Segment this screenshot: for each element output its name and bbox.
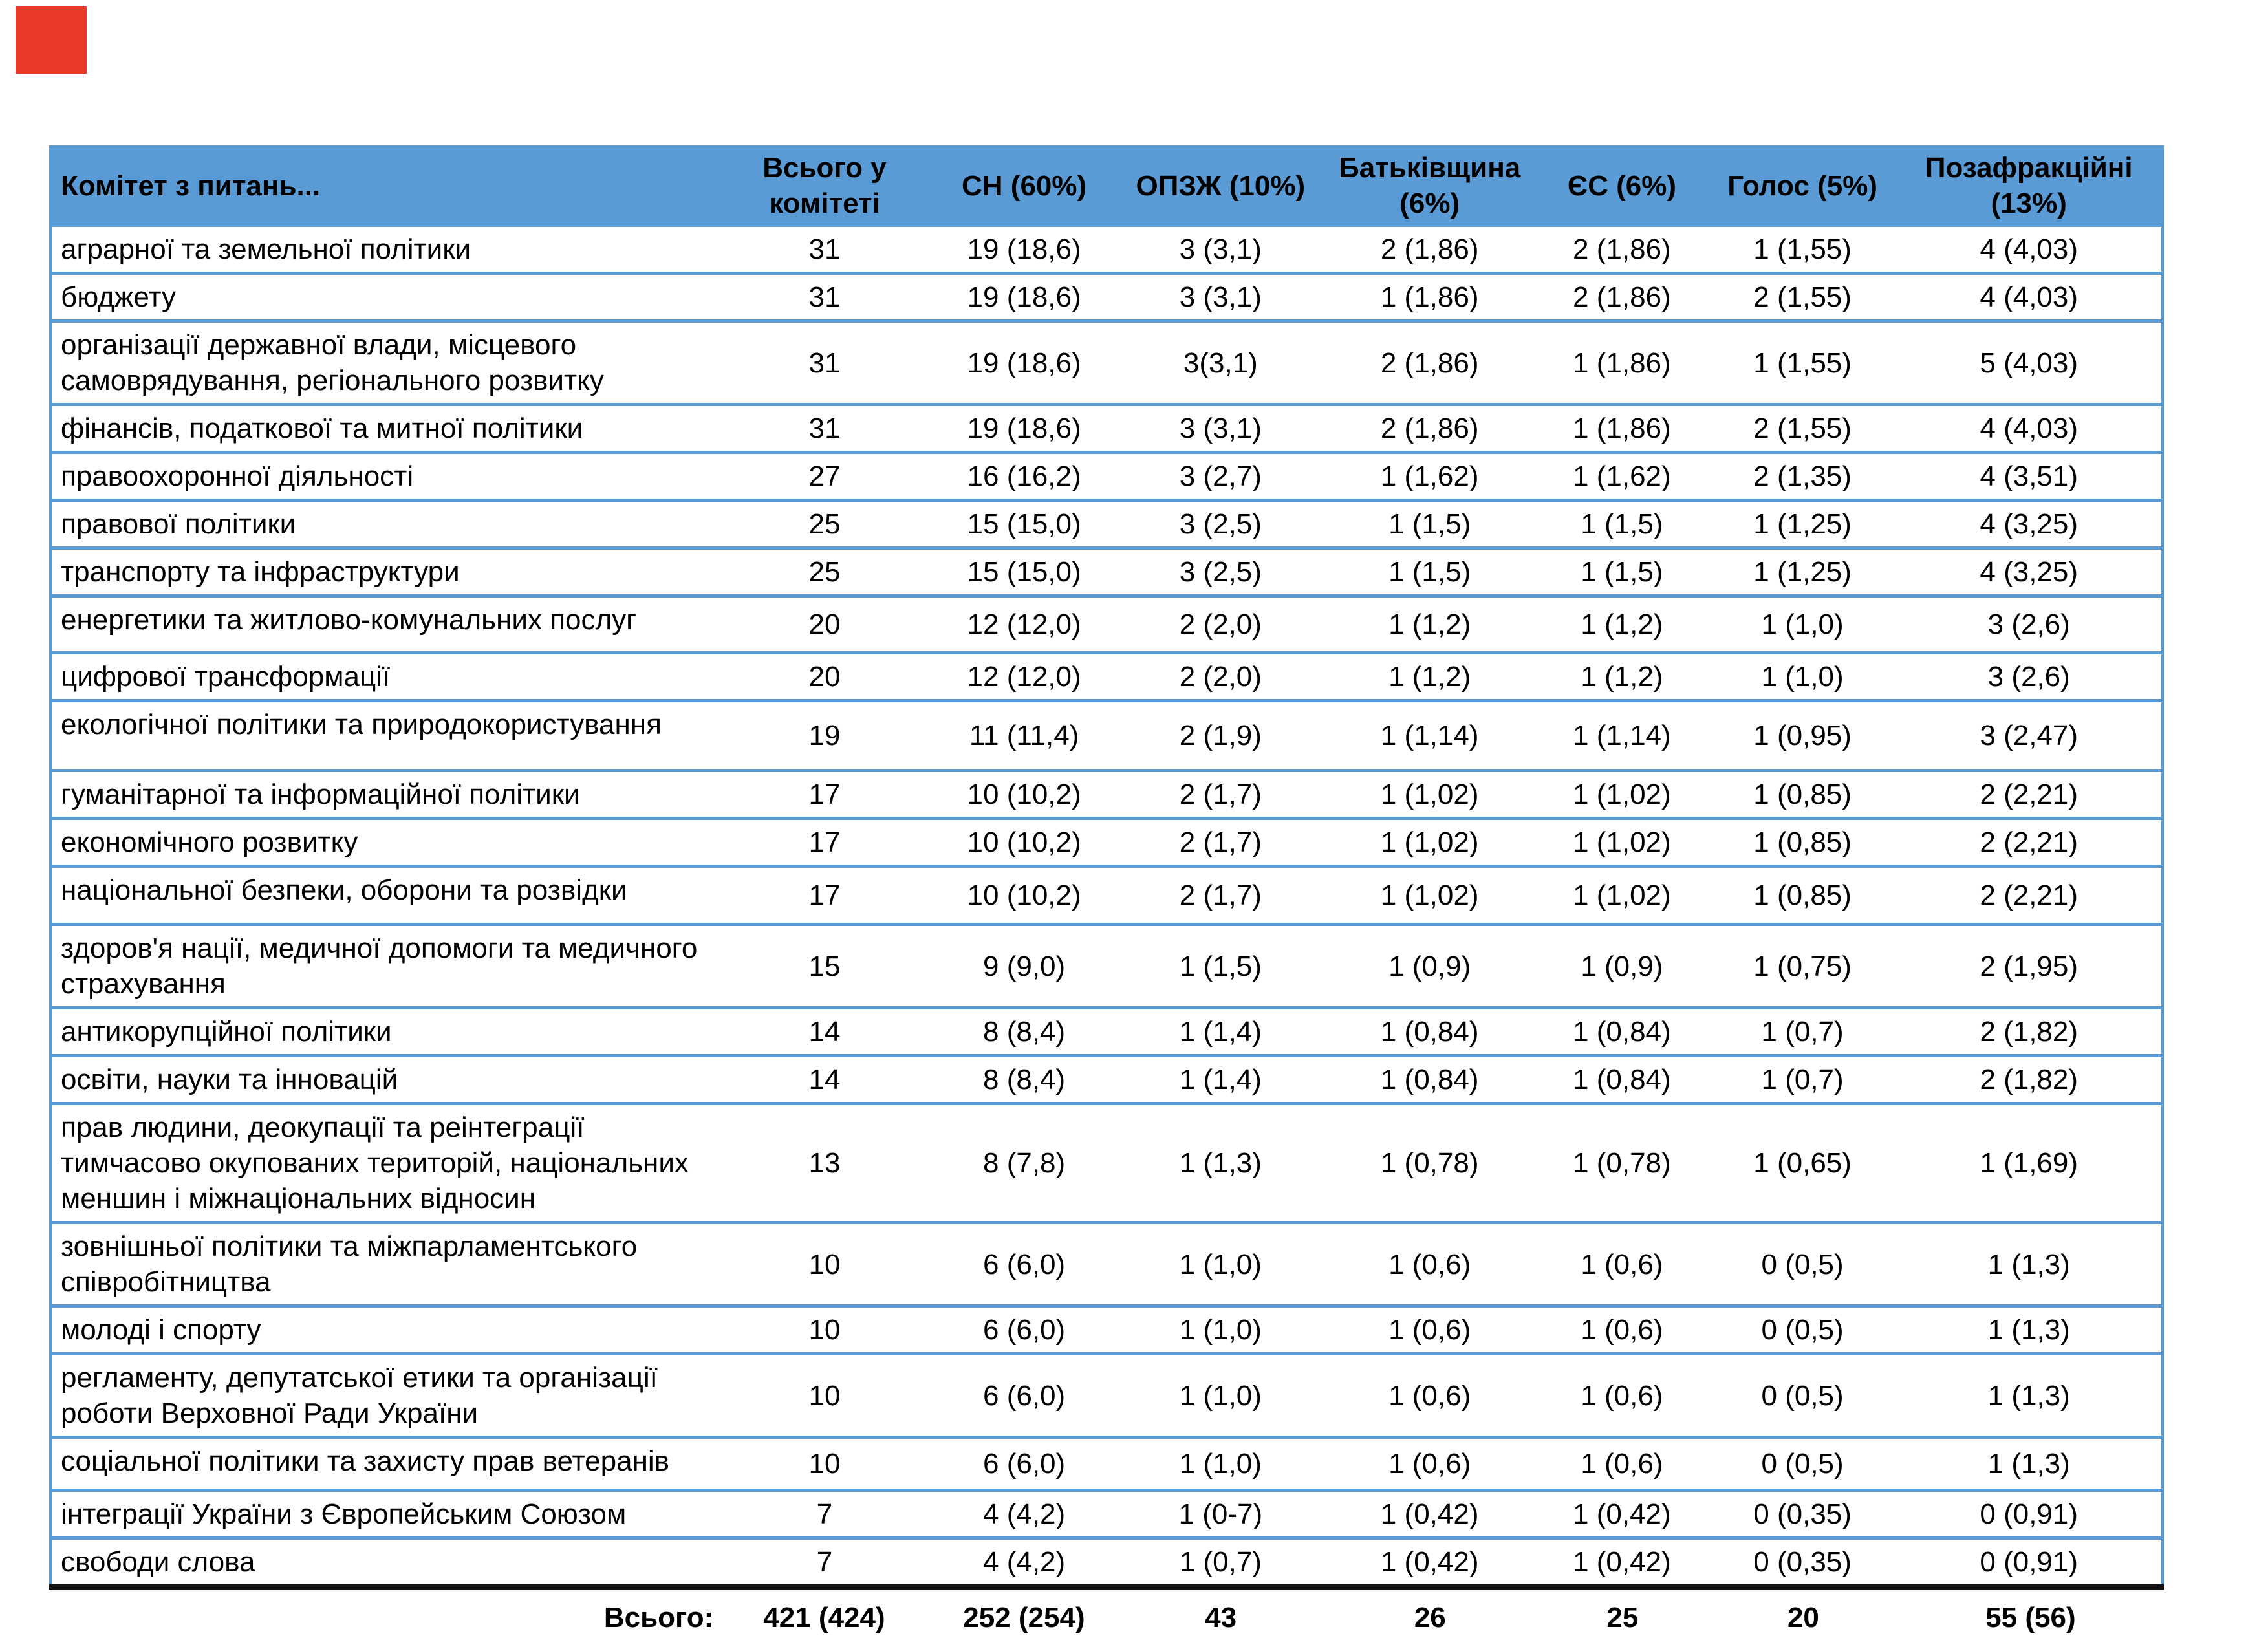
table-row <box>50 771 2163 819</box>
value-cell: 1 (1,02) <box>1535 819 1709 867</box>
committee-name-cell: правової політики <box>50 501 718 548</box>
value-cell: 1 (0,9) <box>1535 925 1709 1008</box>
value-cell: 1 (1,02) <box>1324 867 1535 925</box>
value-cell: 20 <box>718 653 931 701</box>
value-cell: 3 (3,1) <box>1117 274 1324 321</box>
value-cell: 2 (1,35) <box>1709 453 1897 501</box>
value-cell: 2 (1,95) <box>1896 925 2163 1008</box>
totals-row <box>49 1591 2164 1638</box>
table-row <box>50 1306 2163 1354</box>
value-cell: 17 <box>718 771 931 819</box>
value-cell: 0 (0,5) <box>1709 1306 1897 1354</box>
value-cell: 10 <box>718 1354 931 1438</box>
table-row <box>50 274 2163 321</box>
value-cell: 1 (0,84) <box>1535 1056 1709 1104</box>
committee-name-cell: аграрної та земельної політики <box>50 226 718 274</box>
table-row <box>50 925 2163 1008</box>
value-cell: 0 (0,35) <box>1709 1538 1897 1588</box>
value-cell: 1 (1,62) <box>1324 453 1535 501</box>
committee-name-cell: свободи слова <box>50 1538 718 1588</box>
value-cell: 12 (12,0) <box>931 653 1117 701</box>
value-cell: 1 (0-7) <box>1117 1491 1324 1538</box>
value-cell: 3 (2,5) <box>1117 501 1324 548</box>
value-cell: 1 (1,25) <box>1709 501 1897 548</box>
value-cell: 1 (1,2) <box>1324 653 1535 701</box>
value-cell: 6 (6,0) <box>931 1354 1117 1438</box>
value-cell: 0 (0,5) <box>1709 1438 1897 1491</box>
value-cell: 1 (1,4) <box>1117 1008 1324 1056</box>
value-cell: 5 (4,03) <box>1896 321 2163 405</box>
table-row <box>50 226 2163 274</box>
table-row <box>50 1491 2163 1538</box>
column-header-batkivshchyna: Батьківщина (6%) <box>1324 147 1535 226</box>
value-cell: 1 (1,02) <box>1535 867 1709 925</box>
committee-name-cell: економічного розвитку <box>50 819 718 867</box>
value-cell: 25 <box>718 548 931 596</box>
value-cell: 4 (3,25) <box>1896 548 2163 596</box>
value-cell: 1 (1,5) <box>1535 501 1709 548</box>
value-cell: 3 (2,5) <box>1117 548 1324 596</box>
value-cell: 1 (1,55) <box>1709 321 1897 405</box>
table-row <box>50 1056 2163 1104</box>
value-cell: 1 (1,62) <box>1535 453 1709 501</box>
table-row <box>50 1354 2163 1438</box>
value-cell: 10 (10,2) <box>931 819 1117 867</box>
value-cell: 4 (4,03) <box>1896 226 2163 274</box>
value-cell: 1 (0,42) <box>1535 1491 1709 1538</box>
value-cell: 14 <box>718 1056 931 1104</box>
value-cell: 1 (0,65) <box>1709 1104 1897 1223</box>
committee-name-cell: регламенту, депутатської етики та організації роботи Верховної Ради України <box>50 1354 718 1438</box>
value-cell: 9 (9,0) <box>931 925 1117 1008</box>
committee-name-cell: освіти, науки та інновацій <box>50 1056 718 1104</box>
table-row <box>50 819 2163 867</box>
value-cell: 1 (1,5) <box>1117 925 1324 1008</box>
value-cell: 1 (1,0) <box>1117 1223 1324 1306</box>
value-cell: 16 (16,2) <box>931 453 1117 501</box>
table-row <box>50 321 2163 405</box>
column-header-committee: Комітет з питань... <box>50 147 718 226</box>
value-cell: 1 (1,4) <box>1117 1056 1324 1104</box>
column-header-es: ЄС (6%) <box>1535 147 1709 226</box>
totals-total: 421 (424) <box>763 1602 885 1633</box>
value-cell: 3 (2,6) <box>1896 596 2163 653</box>
committees-table <box>49 145 2164 1638</box>
column-header-pozafraktsiini: Позафракційні (13%) <box>1896 147 2163 226</box>
table-row <box>50 1008 2163 1056</box>
value-cell: 10 (10,2) <box>931 867 1117 925</box>
value-cell: 1 (0,6) <box>1324 1223 1535 1306</box>
header-row <box>50 147 2163 226</box>
value-cell: 1 (1,3) <box>1896 1306 2163 1354</box>
value-cell: 2 (1,9) <box>1117 701 1324 771</box>
value-cell: 2 (2,0) <box>1117 596 1324 653</box>
committee-name-cell: фінансів, податкової та митної політики <box>50 405 718 453</box>
value-cell: 1 (1,3) <box>1896 1223 2163 1306</box>
value-cell: 3(3,1) <box>1117 321 1324 405</box>
value-cell: 2 (1,86) <box>1535 226 1709 274</box>
committee-name-cell: організації державної влади, місцевого самоврядування, регіонального розвитку <box>50 321 718 405</box>
value-cell: 1 (0,6) <box>1324 1438 1535 1491</box>
committee-name-cell: соціальної політики та захисту прав ветеранів <box>50 1438 718 1491</box>
value-cell: 3 (2,6) <box>1896 653 2163 701</box>
value-cell: 1 (1,0) <box>1117 1306 1324 1354</box>
value-cell: 1 (1,2) <box>1535 653 1709 701</box>
value-cell: 1 (1,02) <box>1535 771 1709 819</box>
totals-holos: 20 <box>1787 1602 1819 1633</box>
value-cell: 2 (1,86) <box>1324 321 1535 405</box>
value-cell: 19 (18,6) <box>931 274 1117 321</box>
value-cell: 4 (4,2) <box>931 1491 1117 1538</box>
value-cell: 1 (1,0) <box>1117 1354 1324 1438</box>
value-cell: 1 (0,6) <box>1535 1354 1709 1438</box>
value-cell: 1 (1,3) <box>1896 1438 2163 1491</box>
table-row <box>50 1438 2163 1491</box>
value-cell: 1 (0,78) <box>1535 1104 1709 1223</box>
value-cell: 1 (1,69) <box>1896 1104 2163 1223</box>
committee-name-cell: антикорупційної політики <box>50 1008 718 1056</box>
value-cell: 1 (1,55) <box>1709 226 1897 274</box>
value-cell: 31 <box>718 321 931 405</box>
committee-name-cell: цифрової трансформації <box>50 653 718 701</box>
value-cell: 2 (1,7) <box>1117 819 1324 867</box>
table-row <box>50 596 2163 653</box>
totals-es: 25 <box>1606 1602 1639 1633</box>
value-cell: 0 (0,35) <box>1709 1491 1897 1538</box>
value-cell: 1 (1,2) <box>1324 596 1535 653</box>
value-cell: 1 (0,6) <box>1535 1306 1709 1354</box>
value-cell: 1 (0,6) <box>1535 1438 1709 1491</box>
value-cell: 2 (1,86) <box>1324 405 1535 453</box>
value-cell: 2 (1,86) <box>1324 226 1535 274</box>
committee-name-cell: екологічної політики та природокористування <box>50 701 718 771</box>
value-cell: 0 (0,5) <box>1709 1354 1897 1438</box>
value-cell: 10 (10,2) <box>931 771 1117 819</box>
value-cell: 6 (6,0) <box>931 1306 1117 1354</box>
column-header-sn: СН (60%) <box>931 147 1117 226</box>
value-cell: 0 (0,5) <box>1709 1223 1897 1306</box>
value-cell: 1 (1,14) <box>1324 701 1535 771</box>
committee-name-cell: гуманітарної та інформаційної політики <box>50 771 718 819</box>
value-cell: 10 <box>718 1306 931 1354</box>
value-cell: 4 (3,51) <box>1896 453 2163 501</box>
value-cell: 1 (0,84) <box>1324 1056 1535 1104</box>
value-cell: 31 <box>718 405 931 453</box>
value-cell: 2 (1,55) <box>1709 405 1897 453</box>
value-cell: 4 (4,03) <box>1896 405 2163 453</box>
committee-name-cell: національної безпеки, оборони та розвідки <box>50 867 718 925</box>
committee-name-cell: бюджету <box>50 274 718 321</box>
value-cell: 19 (18,6) <box>931 405 1117 453</box>
value-cell: 15 (15,0) <box>931 548 1117 596</box>
column-header-total: Всього у комітеті <box>718 147 931 226</box>
value-cell: 4 (3,25) <box>1896 501 2163 548</box>
value-cell: 4 (4,03) <box>1896 274 2163 321</box>
value-cell: 3 (2,7) <box>1117 453 1324 501</box>
value-cell: 2 (1,55) <box>1709 274 1897 321</box>
value-cell: 25 <box>718 501 931 548</box>
table-row <box>50 1104 2163 1223</box>
value-cell: 1 (1,86) <box>1535 405 1709 453</box>
value-cell: 19 (18,6) <box>931 226 1117 274</box>
value-cell: 2 (1,7) <box>1117 771 1324 819</box>
value-cell: 1 (1,2) <box>1535 596 1709 653</box>
value-cell: 12 (12,0) <box>931 596 1117 653</box>
value-cell: 31 <box>718 274 931 321</box>
value-cell: 1 (0,95) <box>1709 701 1897 771</box>
value-cell: 31 <box>718 226 931 274</box>
table-row <box>50 1223 2163 1306</box>
value-cell: 3 (3,1) <box>1117 226 1324 274</box>
value-cell: 2 (2,21) <box>1896 819 2163 867</box>
table-row <box>50 867 2163 925</box>
value-cell: 6 (6,0) <box>931 1438 1117 1491</box>
committee-name-cell: зовнішньої політики та міжпарламентського співробітництва <box>50 1223 718 1306</box>
value-cell: 1 (1,86) <box>1535 321 1709 405</box>
value-cell: 1 (1,5) <box>1535 548 1709 596</box>
totals-sn: 252 (254) <box>963 1602 1085 1633</box>
value-cell: 1 (1,25) <box>1709 548 1897 596</box>
value-cell: 4 (4,2) <box>931 1538 1117 1588</box>
value-cell: 1 (0,6) <box>1535 1223 1709 1306</box>
value-cell: 1 (0,84) <box>1324 1008 1535 1056</box>
committee-name-cell: здоров'я нації, медичної допомоги та медичного страхування <box>50 925 718 1008</box>
value-cell: 8 (8,4) <box>931 1056 1117 1104</box>
table-row <box>50 701 2163 771</box>
totals-opzz: 43 <box>1205 1602 1237 1633</box>
value-cell: 1 (1,5) <box>1324 501 1535 548</box>
value-cell: 1 (0,42) <box>1324 1538 1535 1588</box>
value-cell: 15 <box>718 925 931 1008</box>
red-marker <box>16 6 87 74</box>
totals-batkivshchyna: 26 <box>1414 1602 1446 1633</box>
value-cell: 1 (1,86) <box>1324 274 1535 321</box>
value-cell: 1 (1,3) <box>1896 1354 2163 1438</box>
value-cell: 19 <box>718 701 931 771</box>
value-cell: 1 (1,3) <box>1117 1104 1324 1223</box>
value-cell: 1 (1,0) <box>1709 653 1897 701</box>
value-cell: 7 <box>718 1491 931 1538</box>
value-cell: 10 <box>718 1438 931 1491</box>
value-cell: 1 (1,14) <box>1535 701 1709 771</box>
value-cell: 0 (0,91) <box>1896 1538 2163 1588</box>
value-cell: 1 (1,02) <box>1324 771 1535 819</box>
value-cell: 1 (0,6) <box>1324 1306 1535 1354</box>
value-cell: 1 (0,42) <box>1324 1491 1535 1538</box>
value-cell: 1 (1,0) <box>1117 1438 1324 1491</box>
committee-name-cell: інтеграції України з Європейським Союзом <box>50 1491 718 1538</box>
value-cell: 2 (1,82) <box>1896 1008 2163 1056</box>
value-cell: 2 (2,21) <box>1896 771 2163 819</box>
value-cell: 2 (2,21) <box>1896 867 2163 925</box>
value-cell: 1 (0,85) <box>1709 819 1897 867</box>
value-cell: 1 (0,7) <box>1709 1008 1897 1056</box>
value-cell: 1 (0,85) <box>1709 867 1897 925</box>
column-header-holos: Голос (5%) <box>1709 147 1897 226</box>
value-cell: 3 (2,47) <box>1896 701 2163 771</box>
table-row <box>50 405 2163 453</box>
value-cell: 2 (2,0) <box>1117 653 1324 701</box>
committee-name-cell: прав людини, деокупації та реінтеграції тимчасово окупованих територій, національних меншин і міжнаціональних відносин <box>50 1104 718 1223</box>
value-cell: 8 (7,8) <box>931 1104 1117 1223</box>
value-cell: 2 (1,7) <box>1117 867 1324 925</box>
value-cell: 1 (0,42) <box>1535 1538 1709 1588</box>
value-cell: 2 (1,82) <box>1896 1056 2163 1104</box>
value-cell: 1 (0,84) <box>1535 1008 1709 1056</box>
value-cell: 1 (1,02) <box>1324 819 1535 867</box>
committee-name-cell: транспорту та інфраструктури <box>50 548 718 596</box>
value-cell: 10 <box>718 1223 931 1306</box>
value-cell: 3 (3,1) <box>1117 405 1324 453</box>
totals-label: Всього: <box>603 1602 714 1633</box>
table-row <box>50 1538 2163 1588</box>
value-cell: 7 <box>718 1538 931 1588</box>
value-cell: 1 (0,6) <box>1324 1354 1535 1438</box>
value-cell: 0 (0,91) <box>1896 1491 2163 1538</box>
committees-table-main <box>49 145 2164 1590</box>
value-cell: 11 (11,4) <box>931 701 1117 771</box>
table-row <box>50 501 2163 548</box>
committee-name-cell: молоді і спорту <box>50 1306 718 1354</box>
value-cell: 6 (6,0) <box>931 1223 1117 1306</box>
table-row <box>50 453 2163 501</box>
value-cell: 19 (18,6) <box>931 321 1117 405</box>
value-cell: 1 (0,9) <box>1324 925 1535 1008</box>
value-cell: 1 (1,0) <box>1709 596 1897 653</box>
table-row <box>50 653 2163 701</box>
value-cell: 2 (1,86) <box>1535 274 1709 321</box>
totals-pozafraktsiini: 55 (56) <box>1985 1602 2076 1633</box>
value-cell: 1 (1,5) <box>1324 548 1535 596</box>
value-cell: 27 <box>718 453 931 501</box>
value-cell: 1 (0,7) <box>1117 1538 1324 1588</box>
committee-name-cell: енергетики та житлово-комунальних послуг <box>50 596 718 653</box>
value-cell: 17 <box>718 819 931 867</box>
value-cell: 1 (0,75) <box>1709 925 1897 1008</box>
value-cell: 17 <box>718 867 931 925</box>
committee-name-cell: правоохоронної діяльності <box>50 453 718 501</box>
value-cell: 8 (8,4) <box>931 1008 1117 1056</box>
column-header-opzz: ОПЗЖ (10%) <box>1117 147 1324 226</box>
value-cell: 14 <box>718 1008 931 1056</box>
value-cell: 15 (15,0) <box>931 501 1117 548</box>
value-cell: 20 <box>718 596 931 653</box>
value-cell: 1 (0,78) <box>1324 1104 1535 1223</box>
value-cell: 13 <box>718 1104 931 1223</box>
value-cell: 1 (0,7) <box>1709 1056 1897 1104</box>
value-cell: 1 (0,85) <box>1709 771 1897 819</box>
table-row <box>50 548 2163 596</box>
